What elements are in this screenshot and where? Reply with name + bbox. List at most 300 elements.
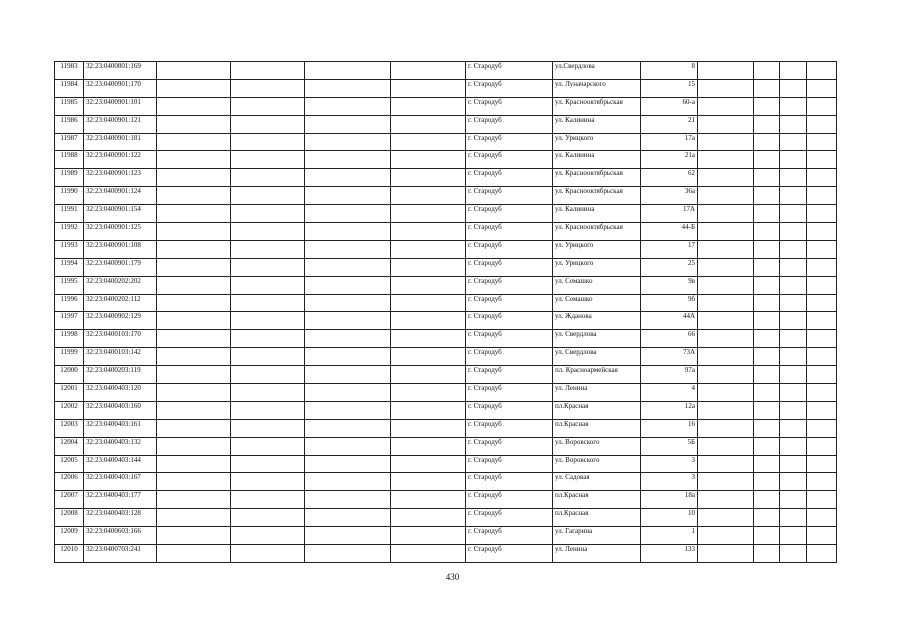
empty-cell: [305, 151, 391, 169]
street-cell: ул. Краснооктябрьская: [553, 97, 641, 115]
row-number-cell: 11987: [55, 133, 84, 151]
cadastral-number-cell: 32:23:0400901:154: [84, 205, 157, 223]
empty-cell: [807, 545, 837, 563]
empty-cell: [807, 330, 837, 348]
empty-cell: [754, 527, 780, 545]
empty-cell: [698, 545, 754, 563]
empty-cell: [157, 419, 231, 437]
empty-cell: [754, 455, 780, 473]
row-number-cell: 12000: [55, 366, 84, 384]
empty-cell: [698, 205, 754, 223]
empty-cell: [698, 366, 754, 384]
empty-cell: [157, 384, 231, 402]
city-cell: г. Стародуб: [466, 276, 553, 294]
city-cell: г. Стародуб: [466, 330, 553, 348]
registry-body: [55, 62, 837, 563]
empty-cell: [391, 455, 466, 473]
empty-cell: [391, 312, 466, 330]
empty-cell: [807, 187, 837, 205]
house-number-cell: 62: [641, 169, 698, 187]
empty-cell: [754, 79, 780, 97]
city-cell: г. Стародуб: [466, 133, 553, 151]
table-row: [55, 545, 837, 563]
empty-cell: [391, 115, 466, 133]
empty-cell: [807, 79, 837, 97]
cadastral-number-cell: 32:23:0400403:167: [84, 473, 157, 491]
table-row: [55, 455, 837, 473]
empty-cell: [754, 473, 780, 491]
street-cell: ул. Урицкого: [553, 240, 641, 258]
empty-cell: [391, 437, 466, 455]
empty-cell: [807, 348, 837, 366]
empty-cell: [391, 509, 466, 527]
empty-cell: [391, 79, 466, 97]
street-cell: пл.Красная: [553, 401, 641, 419]
city-cell: г. Стародуб: [466, 187, 553, 205]
table-row: [55, 97, 837, 115]
city-cell: г. Стародуб: [466, 169, 553, 187]
empty-cell: [391, 169, 466, 187]
empty-cell: [157, 545, 231, 563]
empty-cell: [780, 169, 807, 187]
empty-cell: [305, 115, 391, 133]
cadastral-number-cell: 32:23:0400901:123: [84, 169, 157, 187]
empty-cell: [754, 437, 780, 455]
empty-cell: [807, 294, 837, 312]
table-row: [55, 133, 837, 151]
empty-cell: [780, 97, 807, 115]
empty-cell: [305, 437, 391, 455]
table-row: [55, 79, 837, 97]
empty-cell: [780, 294, 807, 312]
city-cell: г. Стародуб: [466, 366, 553, 384]
empty-cell: [780, 473, 807, 491]
empty-cell: [231, 151, 305, 169]
empty-cell: [754, 330, 780, 348]
row-number-cell: 12001: [55, 384, 84, 402]
empty-cell: [231, 419, 305, 437]
empty-cell: [698, 223, 754, 241]
empty-cell: [698, 276, 754, 294]
row-number-cell: 11986: [55, 115, 84, 133]
empty-cell: [754, 205, 780, 223]
house-number-cell: 8: [641, 62, 698, 80]
house-number-cell: 73А: [641, 348, 698, 366]
empty-cell: [754, 491, 780, 509]
table-row: [55, 509, 837, 527]
city-cell: г. Стародуб: [466, 473, 553, 491]
cadastral-number-cell: 32:23:0400103:142: [84, 348, 157, 366]
house-number-cell: 17А: [641, 205, 698, 223]
empty-cell: [698, 330, 754, 348]
empty-cell: [157, 258, 231, 276]
cadastral-number-cell: 32:23:0400103:170: [84, 330, 157, 348]
empty-cell: [231, 115, 305, 133]
empty-cell: [391, 473, 466, 491]
empty-cell: [231, 509, 305, 527]
empty-cell: [305, 97, 391, 115]
row-number-cell: 12010: [55, 545, 84, 563]
cadastral-number-cell: 32:23:0400603:166: [84, 527, 157, 545]
row-number-cell: 11984: [55, 79, 84, 97]
row-number-cell: 12004: [55, 437, 84, 455]
empty-cell: [231, 348, 305, 366]
row-number-cell: 11996: [55, 294, 84, 312]
row-number-cell: 11995: [55, 276, 84, 294]
empty-cell: [157, 455, 231, 473]
table-row: [55, 527, 837, 545]
city-cell: г. Стародуб: [466, 545, 553, 563]
empty-cell: [754, 187, 780, 205]
cadastral-number-cell: 32:23:0400202:202: [84, 276, 157, 294]
empty-cell: [780, 240, 807, 258]
city-cell: г. Стародуб: [466, 223, 553, 241]
empty-cell: [754, 366, 780, 384]
cadastral-number-cell: 32:23:0400403:128: [84, 509, 157, 527]
empty-cell: [391, 401, 466, 419]
empty-cell: [780, 205, 807, 223]
street-cell: ул.Свердлова: [553, 62, 641, 80]
empty-cell: [305, 419, 391, 437]
empty-cell: [754, 509, 780, 527]
empty-cell: [698, 240, 754, 258]
empty-cell: [391, 62, 466, 80]
empty-cell: [807, 527, 837, 545]
empty-cell: [157, 97, 231, 115]
empty-cell: [305, 401, 391, 419]
street-cell: ул. Краснооктябрьская: [553, 187, 641, 205]
empty-cell: [807, 384, 837, 402]
empty-cell: [780, 384, 807, 402]
house-number-cell: 16: [641, 419, 698, 437]
empty-cell: [780, 455, 807, 473]
empty-cell: [807, 258, 837, 276]
empty-cell: [698, 312, 754, 330]
empty-cell: [807, 473, 837, 491]
empty-cell: [305, 276, 391, 294]
empty-cell: [231, 79, 305, 97]
empty-cell: [391, 97, 466, 115]
street-cell: пл.Красная: [553, 509, 641, 527]
row-number-cell: 11983: [55, 62, 84, 80]
empty-cell: [231, 133, 305, 151]
empty-cell: [305, 366, 391, 384]
empty-cell: [231, 205, 305, 223]
empty-cell: [157, 348, 231, 366]
city-cell: г. Стародуб: [466, 115, 553, 133]
row-number-cell: 11992: [55, 223, 84, 241]
city-cell: г. Стародуб: [466, 455, 553, 473]
table-row: [55, 276, 837, 294]
city-cell: г. Стародуб: [466, 437, 553, 455]
empty-cell: [305, 62, 391, 80]
table-row: [55, 205, 837, 223]
empty-cell: [698, 401, 754, 419]
empty-cell: [807, 223, 837, 241]
empty-cell: [754, 384, 780, 402]
empty-cell: [157, 473, 231, 491]
empty-cell: [231, 187, 305, 205]
empty-cell: [807, 401, 837, 419]
house-number-cell: 10: [641, 509, 698, 527]
table-row: [55, 115, 837, 133]
empty-cell: [754, 312, 780, 330]
table-row: [55, 294, 837, 312]
empty-cell: [754, 62, 780, 80]
empty-cell: [780, 62, 807, 80]
street-cell: ул. Калинина: [553, 115, 641, 133]
street-cell: ул. Калинина: [553, 151, 641, 169]
empty-cell: [780, 366, 807, 384]
empty-cell: [780, 223, 807, 241]
cadastral-number-cell: 32:23:0400403:160: [84, 401, 157, 419]
empty-cell: [698, 97, 754, 115]
cadastral-number-cell: 32:23:0400901:121: [84, 115, 157, 133]
empty-cell: [157, 437, 231, 455]
cadastral-number-cell: 32:23:0400403:161: [84, 419, 157, 437]
empty-cell: [305, 455, 391, 473]
empty-cell: [391, 258, 466, 276]
cadastral-number-cell: 32:23:0400403:132: [84, 437, 157, 455]
empty-cell: [780, 437, 807, 455]
empty-cell: [231, 473, 305, 491]
empty-cell: [305, 509, 391, 527]
city-cell: г. Стародуб: [466, 527, 553, 545]
empty-cell: [305, 79, 391, 97]
registry-table: [54, 61, 837, 563]
empty-cell: [157, 223, 231, 241]
row-number-cell: 11999: [55, 348, 84, 366]
street-cell: ул. Садовая: [553, 473, 641, 491]
empty-cell: [698, 294, 754, 312]
empty-cell: [698, 527, 754, 545]
empty-cell: [391, 223, 466, 241]
house-number-cell: 66: [641, 330, 698, 348]
row-number-cell: 12002: [55, 401, 84, 419]
row-number-cell: 12007: [55, 491, 84, 509]
empty-cell: [305, 384, 391, 402]
row-number-cell: 11991: [55, 205, 84, 223]
empty-cell: [231, 62, 305, 80]
table-row: [55, 169, 837, 187]
row-number-cell: 12008: [55, 509, 84, 527]
empty-cell: [231, 491, 305, 509]
empty-cell: [807, 133, 837, 151]
house-number-cell: 44-Б: [641, 223, 698, 241]
empty-cell: [391, 527, 466, 545]
row-number-cell: 11997: [55, 312, 84, 330]
empty-cell: [305, 527, 391, 545]
house-number-cell: 18а: [641, 491, 698, 509]
street-cell: ул. Ленина: [553, 545, 641, 563]
city-cell: г. Стародуб: [466, 491, 553, 509]
house-number-cell: 9в: [641, 276, 698, 294]
city-cell: г. Стародуб: [466, 240, 553, 258]
house-number-cell: 12а: [641, 401, 698, 419]
empty-cell: [698, 115, 754, 133]
row-number-cell: 11988: [55, 151, 84, 169]
empty-cell: [698, 384, 754, 402]
cadastral-number-cell: 32:23:0400902:129: [84, 312, 157, 330]
empty-cell: [231, 437, 305, 455]
empty-cell: [698, 187, 754, 205]
empty-cell: [305, 258, 391, 276]
empty-cell: [157, 151, 231, 169]
empty-cell: [754, 151, 780, 169]
street-cell: пл.Красная: [553, 491, 641, 509]
city-cell: г. Стародуб: [466, 294, 553, 312]
empty-cell: [231, 312, 305, 330]
street-cell: ул. Свердлова: [553, 348, 641, 366]
empty-cell: [391, 276, 466, 294]
table-row: [55, 437, 837, 455]
empty-cell: [305, 240, 391, 258]
empty-cell: [698, 151, 754, 169]
street-cell: ул. Урицкого: [553, 133, 641, 151]
empty-cell: [780, 348, 807, 366]
cadastral-number-cell: 32:23:0400901:125: [84, 223, 157, 241]
empty-cell: [754, 240, 780, 258]
city-cell: г. Стародуб: [466, 97, 553, 115]
table-row: [55, 366, 837, 384]
empty-cell: [754, 258, 780, 276]
cadastral-number-cell: 32:23:0400901:170: [84, 79, 157, 97]
empty-cell: [780, 151, 807, 169]
city-cell: г. Стародуб: [466, 312, 553, 330]
empty-cell: [780, 79, 807, 97]
empty-cell: [231, 366, 305, 384]
street-cell: ул. Воровского: [553, 455, 641, 473]
table-row: [55, 258, 837, 276]
empty-cell: [754, 294, 780, 312]
empty-cell: [157, 62, 231, 80]
empty-cell: [305, 294, 391, 312]
house-number-cell: 21а: [641, 151, 698, 169]
empty-cell: [157, 240, 231, 258]
empty-cell: [231, 455, 305, 473]
empty-cell: [807, 437, 837, 455]
empty-cell: [157, 79, 231, 97]
empty-cell: [305, 133, 391, 151]
empty-cell: [698, 455, 754, 473]
row-number-cell: 12009: [55, 527, 84, 545]
empty-cell: [391, 366, 466, 384]
empty-cell: [807, 276, 837, 294]
empty-cell: [780, 133, 807, 151]
empty-cell: [157, 527, 231, 545]
house-number-cell: 21: [641, 115, 698, 133]
empty-cell: [391, 240, 466, 258]
empty-cell: [157, 491, 231, 509]
street-cell: пл.Красная: [553, 419, 641, 437]
table-row: [55, 348, 837, 366]
empty-cell: [391, 419, 466, 437]
city-cell: г. Стародуб: [466, 419, 553, 437]
cadastral-number-cell: 32:23:0400901:122: [84, 151, 157, 169]
empty-cell: [698, 419, 754, 437]
empty-cell: [391, 545, 466, 563]
empty-cell: [807, 205, 837, 223]
cadastral-number-cell: 32:23:0400901:108: [84, 240, 157, 258]
empty-cell: [780, 401, 807, 419]
empty-cell: [754, 115, 780, 133]
house-number-cell: 9б: [641, 294, 698, 312]
empty-cell: [231, 401, 305, 419]
row-number-cell: 11985: [55, 97, 84, 115]
empty-cell: [754, 419, 780, 437]
empty-cell: [305, 473, 391, 491]
empty-cell: [780, 187, 807, 205]
empty-cell: [807, 455, 837, 473]
row-number-cell: 11993: [55, 240, 84, 258]
empty-cell: [780, 276, 807, 294]
empty-cell: [157, 115, 231, 133]
empty-cell: [157, 133, 231, 151]
empty-cell: [157, 294, 231, 312]
empty-cell: [807, 62, 837, 80]
empty-cell: [157, 366, 231, 384]
table-row: [55, 223, 837, 241]
empty-cell: [305, 205, 391, 223]
street-cell: ул. Краснооктябрьская: [553, 169, 641, 187]
table-row: [55, 401, 837, 419]
empty-cell: [231, 384, 305, 402]
house-number-cell: 17: [641, 240, 698, 258]
house-number-cell: 36а: [641, 187, 698, 205]
empty-cell: [231, 258, 305, 276]
empty-cell: [754, 97, 780, 115]
empty-cell: [807, 97, 837, 115]
cadastral-number-cell: 32:23:0400801:169: [84, 62, 157, 80]
empty-cell: [391, 384, 466, 402]
empty-cell: [157, 330, 231, 348]
empty-cell: [231, 169, 305, 187]
empty-cell: [780, 312, 807, 330]
city-cell: г. Стародуб: [466, 509, 553, 527]
table-row: [55, 384, 837, 402]
empty-cell: [391, 491, 466, 509]
empty-cell: [807, 366, 837, 384]
street-cell: ул. Урицкого: [553, 258, 641, 276]
empty-cell: [780, 330, 807, 348]
empty-cell: [157, 205, 231, 223]
table-row: [55, 240, 837, 258]
city-cell: г. Стародуб: [466, 79, 553, 97]
empty-cell: [807, 240, 837, 258]
empty-cell: [698, 509, 754, 527]
house-number-cell: 3: [641, 455, 698, 473]
row-number-cell: 11989: [55, 169, 84, 187]
cadastral-number-cell: 32:23:0400403:144: [84, 455, 157, 473]
empty-cell: [807, 419, 837, 437]
empty-cell: [754, 348, 780, 366]
page-number: 430: [445, 572, 460, 582]
house-number-cell: 3: [641, 473, 698, 491]
empty-cell: [807, 312, 837, 330]
empty-cell: [305, 491, 391, 509]
city-cell: г. Стародуб: [466, 348, 553, 366]
empty-cell: [698, 169, 754, 187]
street-cell: ул. Семашко: [553, 276, 641, 294]
street-cell: ул. Калинина: [553, 205, 641, 223]
street-cell: ул. Гагарина: [553, 527, 641, 545]
empty-cell: [780, 527, 807, 545]
empty-cell: [698, 473, 754, 491]
empty-cell: [391, 133, 466, 151]
row-number-cell: 12006: [55, 473, 84, 491]
empty-cell: [305, 223, 391, 241]
empty-cell: [157, 187, 231, 205]
